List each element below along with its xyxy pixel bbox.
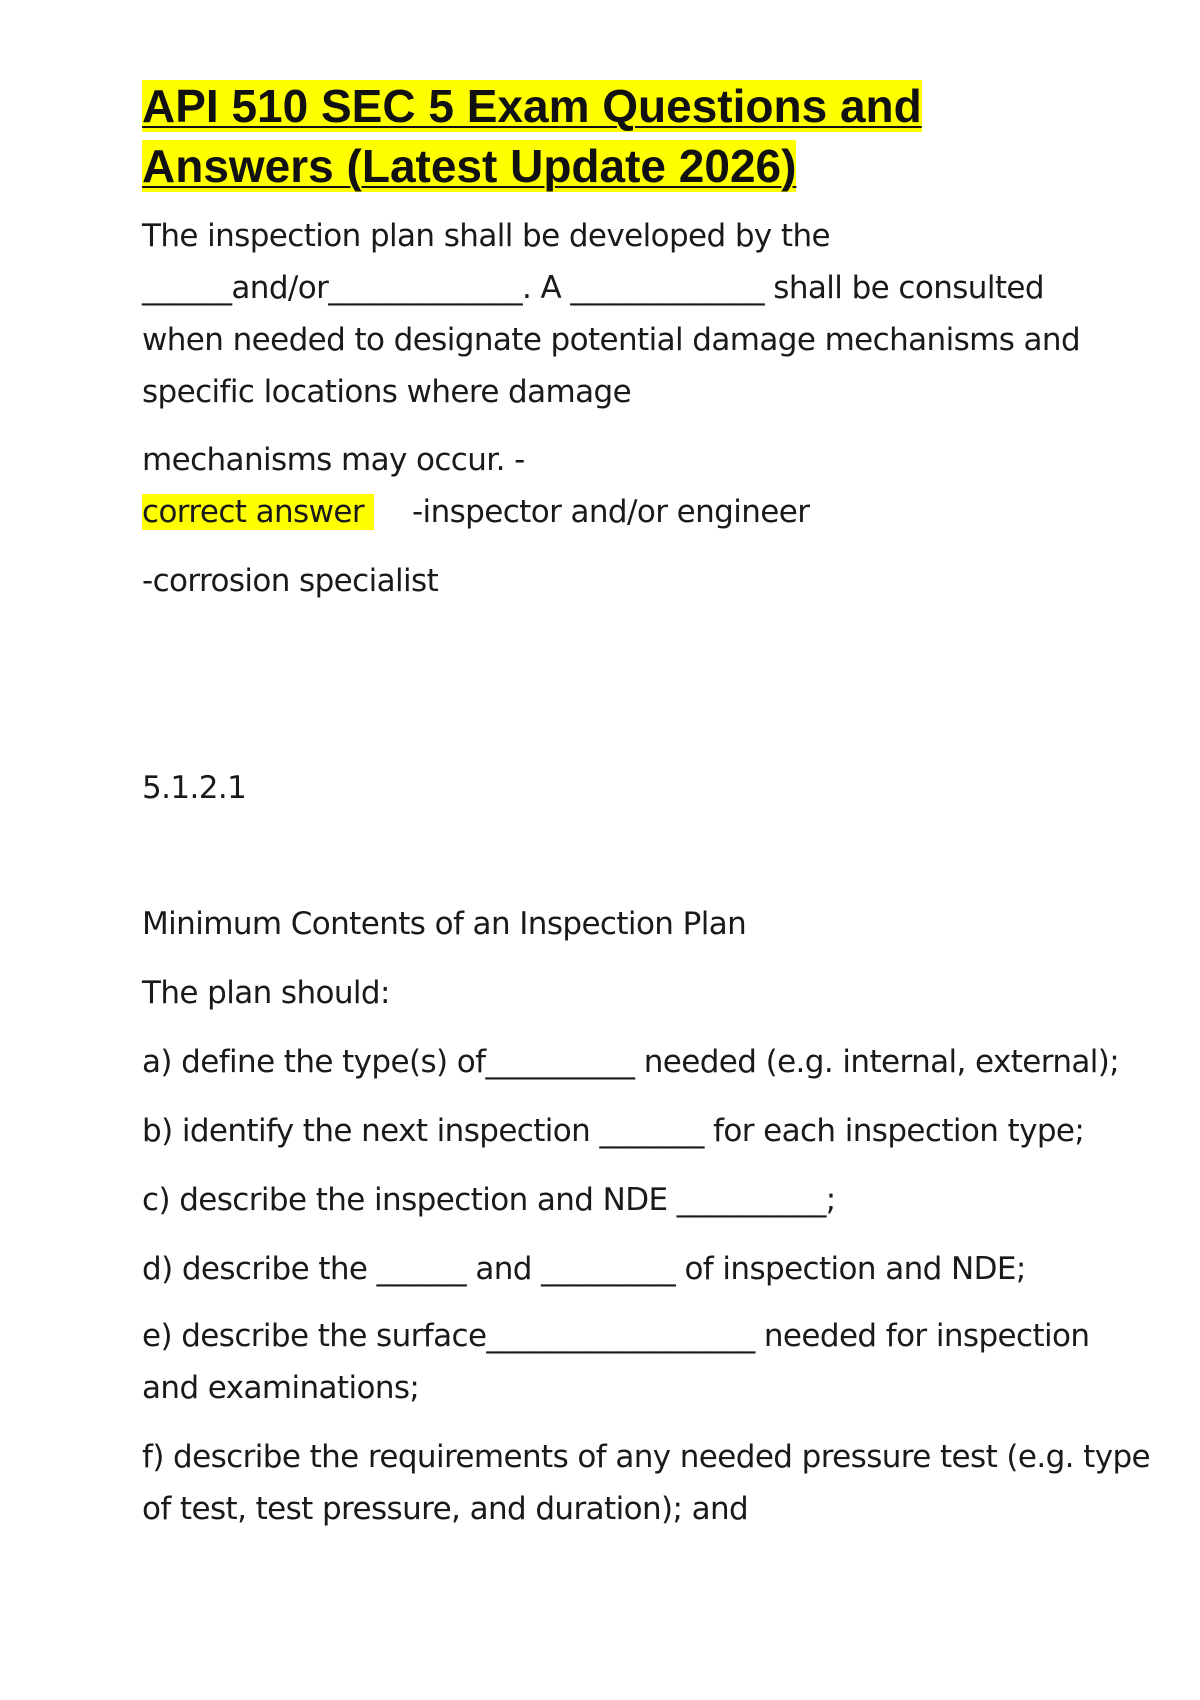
question-line-3: when needed to designate potential damage mechanisms and xyxy=(142,322,1081,358)
list-item-d: d) describe the ______ and _________ of inspection and NDE; xyxy=(142,1251,1026,1287)
question-line-5: mechanisms may occur. - xyxy=(142,442,525,478)
title-line-2: Answers (Latest Update 2026) xyxy=(142,140,797,192)
question-line-2: ______and/or_____________. A _____________ shall be consulted xyxy=(142,270,1044,306)
question-line-1: The inspection plan shall be developed by the xyxy=(142,218,830,254)
plan-intro: The plan should: xyxy=(142,975,390,1011)
answer-text-1: -inspector and/or engineer xyxy=(411,494,810,530)
question-line-4: specific locations where damage xyxy=(142,374,632,410)
list-item-f-line-2: of test, test pressure, and duration); and xyxy=(142,1491,749,1527)
list-item-c: c) describe the inspection and NDE __________; xyxy=(142,1182,836,1218)
list-item-e-line-1: e) describe the surface__________________ needed for inspection xyxy=(142,1318,1090,1354)
section-heading: Minimum Contents of an Inspection Plan xyxy=(142,906,747,942)
document-title xyxy=(142,76,1102,196)
list-item-a: a) define the type(s) of__________ needed (e.g. internal, external); xyxy=(142,1044,1120,1080)
answer-text-2: -corrosion specialist xyxy=(142,563,439,599)
correct-answer-label: correct answer xyxy=(142,494,374,530)
title-line-1: API 510 SEC 5 Exam Questions and xyxy=(142,80,922,132)
section-number: 5.1.2.1 xyxy=(142,770,247,806)
answer-row xyxy=(142,486,809,538)
list-item-e-line-2: and examinations; xyxy=(142,1370,420,1406)
list-item-f-line-1: f) describe the requirements of any needed pressure test (e.g. type xyxy=(142,1439,1151,1475)
list-item-b: b) identify the next inspection _______ for each inspection type; xyxy=(142,1113,1085,1149)
